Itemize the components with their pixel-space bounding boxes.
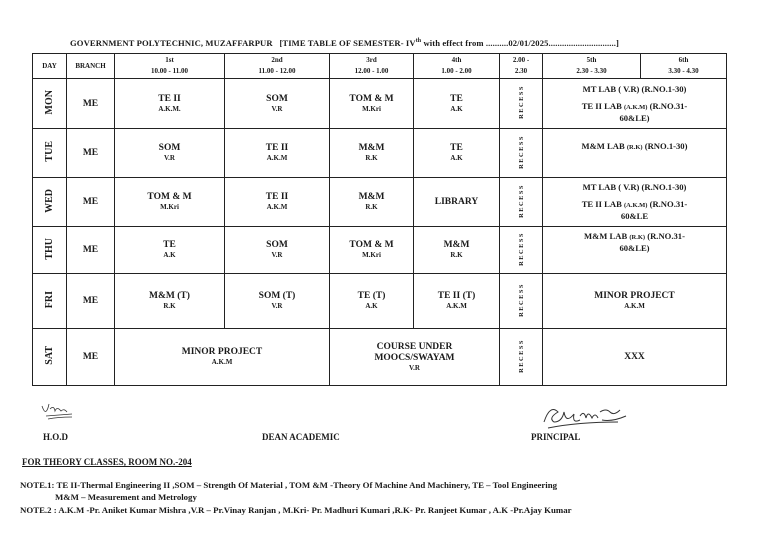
header-period-2: 2nd 11.00 - 12.00 bbox=[225, 54, 330, 79]
header-period-3: 3rd 12.00 - 1.00 bbox=[330, 54, 414, 79]
row-saturday bbox=[33, 329, 727, 386]
header-branch: BRANCH bbox=[67, 54, 115, 79]
class-cell: TE II (T) A.K.M bbox=[414, 274, 500, 329]
day-cell: SAT bbox=[33, 329, 67, 386]
recess-cell: RECESS bbox=[500, 227, 543, 274]
header-row bbox=[33, 54, 727, 79]
day-cell: THU bbox=[33, 227, 67, 274]
header-recess: 2.00 - 2.30 bbox=[500, 54, 543, 79]
branch-cell: ME bbox=[67, 79, 115, 129]
college-name: GOVERNMENT POLYTECHNIC, MUZAFFARPUR bbox=[70, 38, 273, 48]
note-1-line-2: M&M – Measurement and Metrology bbox=[55, 492, 197, 502]
recess-cell: RECESS bbox=[500, 329, 543, 386]
note-2: NOTE.2 : A.K.M -Pr. Aniket Kumar Mishra ,V.R – Pr.Vinay Ranjan , M.Kri- Pr. Madhuri Kumari ,R.K- Pr. Ranjeet Kumar , A.K -Pr.Ajay Kumar bbox=[20, 505, 572, 515]
class-cell: SOM V.R bbox=[225, 227, 330, 274]
header-period-6: 6th 3.30 - 4.30 bbox=[641, 54, 727, 79]
class-cell: TE A.K bbox=[414, 79, 500, 129]
class-cell: SOM (T) V.R bbox=[225, 274, 330, 329]
day-cell: WED bbox=[33, 178, 67, 227]
principal-signature bbox=[540, 402, 644, 432]
lab-cell: MT LAB ( V.R) (R.NO.1-30) TE II LAB (A.K.M) (R.NO.31- 60&LE bbox=[543, 178, 727, 227]
class-cell: COURSE UNDER MOOCS/SWAYAM V.R bbox=[330, 329, 500, 386]
row-friday bbox=[33, 274, 727, 329]
hod-signature bbox=[40, 400, 80, 422]
branch-cell: ME bbox=[67, 178, 115, 227]
branch-cell: ME bbox=[67, 227, 115, 274]
class-cell: TE (T) A.K bbox=[330, 274, 414, 329]
timetable-title bbox=[70, 38, 619, 48]
effective-date: with effect from ..........02/01/2025..............................] bbox=[421, 38, 619, 48]
branch-cell: ME bbox=[67, 329, 115, 386]
class-cell: M&M R.K bbox=[330, 178, 414, 227]
header-period-4: 4th 1.00 - 2.00 bbox=[414, 54, 500, 79]
principal-label: PRINCIPAL bbox=[531, 432, 581, 442]
lab-cell: M&M LAB (R.K) (R.NO.31- 60&LE) bbox=[543, 227, 727, 274]
class-cell: SOM V.R bbox=[115, 129, 225, 178]
lab-cell: M&M LAB (R.K) (RNO.1-30) bbox=[543, 129, 727, 178]
recess-cell: RECESS bbox=[500, 178, 543, 227]
class-cell: TOM & M M.Kri bbox=[115, 178, 225, 227]
recess-cell: RECESS bbox=[500, 129, 543, 178]
semester-suffix: th bbox=[415, 38, 422, 45]
theory-room-note: FOR THEORY CLASSES, ROOM NO.-204 bbox=[22, 457, 192, 467]
header-period-1: 1st 10.00 - 11.00 bbox=[115, 54, 225, 79]
lab-cell: MT LAB ( V.R) (R.NO.1-30) TE II LAB (A.K.M) (R.NO.31- 60&LE) bbox=[543, 79, 727, 129]
row-thursday bbox=[33, 227, 727, 274]
hod-label: H.O.D bbox=[43, 432, 69, 442]
class-cell: LIBRARY bbox=[414, 178, 500, 227]
lab-cell: XXX bbox=[543, 329, 727, 386]
recess-cell: RECESS bbox=[500, 79, 543, 129]
class-cell: TE A.K bbox=[414, 129, 500, 178]
class-cell: SOM V.R bbox=[225, 79, 330, 129]
class-cell: MINOR PROJECT A.K.M bbox=[115, 329, 330, 386]
lab-cell: MINOR PROJECT A.K.M bbox=[543, 274, 727, 329]
row-wednesday bbox=[33, 178, 727, 227]
day-cell: TUE bbox=[33, 129, 67, 178]
day-cell: FRI bbox=[33, 274, 67, 329]
header-period-5: 5th 2.30 - 3.30 bbox=[543, 54, 641, 79]
class-cell: TE II A.K.M bbox=[225, 178, 330, 227]
dean-label: DEAN ACADEMIC bbox=[262, 432, 340, 442]
class-cell: TE A.K bbox=[115, 227, 225, 274]
class-cell: TOM & M M.Kri bbox=[330, 79, 414, 129]
class-cell: M&M R.K bbox=[414, 227, 500, 274]
header-day: DAY bbox=[33, 54, 67, 79]
row-tuesday bbox=[33, 129, 727, 178]
class-cell: TOM & M M.Kri bbox=[330, 227, 414, 274]
recess-cell: RECESS bbox=[500, 274, 543, 329]
class-cell: M&M (T) R.K bbox=[115, 274, 225, 329]
class-cell: TE II A.K.M bbox=[225, 129, 330, 178]
class-cell: M&M R.K bbox=[330, 129, 414, 178]
class-cell: TE II A.K.M. bbox=[115, 79, 225, 129]
row-monday bbox=[33, 79, 727, 129]
timetable-label: [TIME TABLE OF SEMESTER- IV bbox=[279, 38, 416, 48]
timetable-grid bbox=[32, 53, 727, 386]
note-1-line-1: NOTE.1: TE II-Thermal Engineering II ,SOM – Strength Of Material , TOM &M -Theory Of Machine And Machinery, TE – Tool Engineering bbox=[20, 480, 558, 490]
day-cell: MON bbox=[33, 79, 67, 129]
branch-cell: ME bbox=[67, 129, 115, 178]
branch-cell: ME bbox=[67, 274, 115, 329]
note-1 bbox=[20, 479, 557, 503]
